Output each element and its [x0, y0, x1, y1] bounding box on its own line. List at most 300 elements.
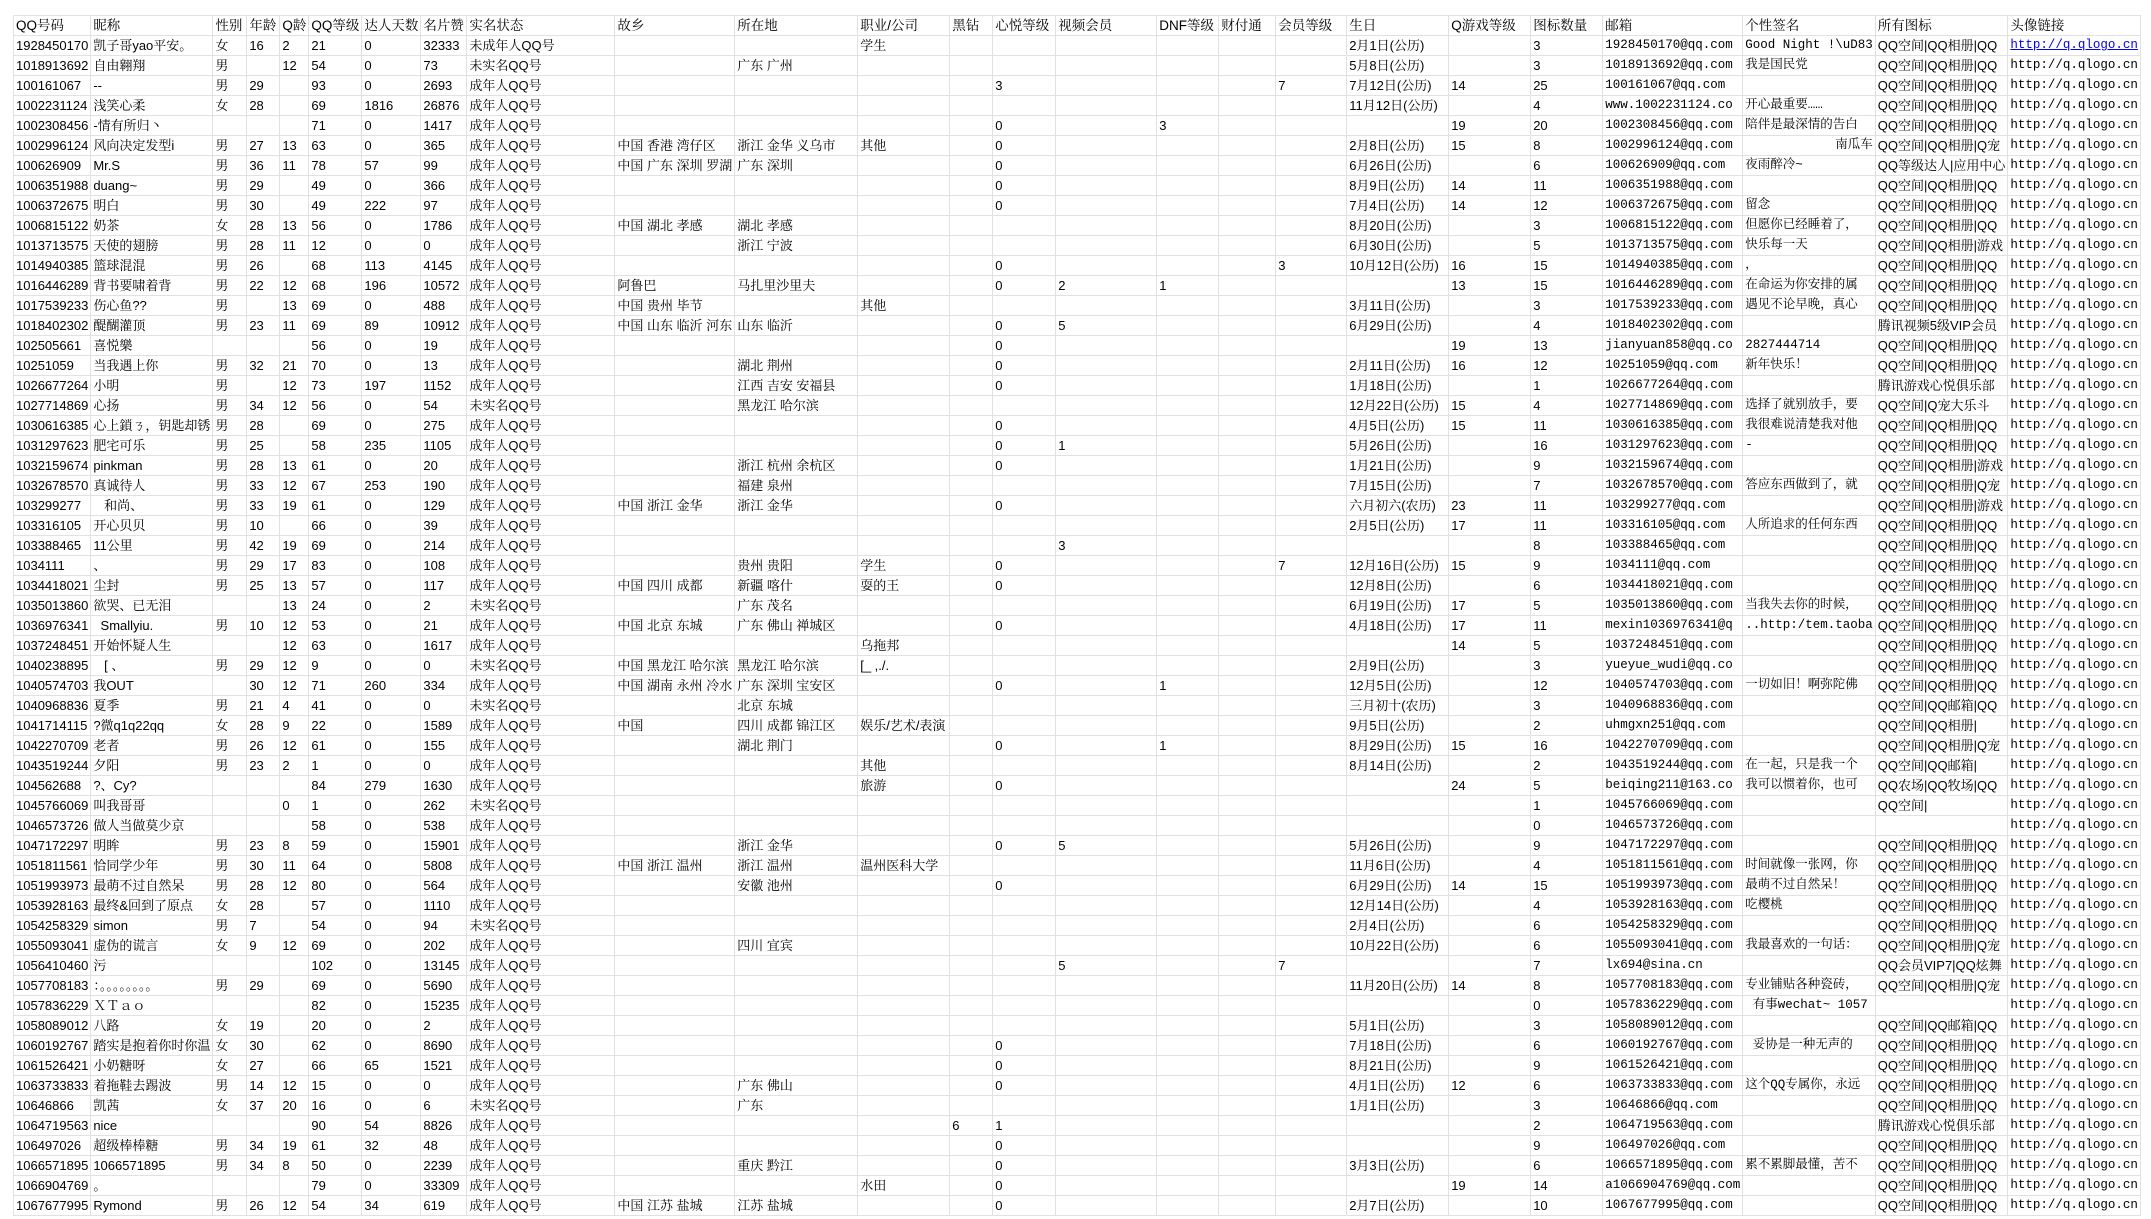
table-cell[interactable]: 3	[1157, 116, 1219, 136]
table-cell[interactable]: http://q.qlogo.cn	[2008, 136, 2141, 156]
table-cell[interactable]: 1032159674@qq.com	[1603, 456, 1743, 476]
table-cell[interactable]	[950, 316, 993, 336]
table-cell[interactable]	[1347, 776, 1449, 796]
table-cell[interactable]	[950, 416, 993, 436]
table-cell[interactable]	[993, 916, 1056, 936]
table-cell[interactable]: 中国 广东 深圳 罗湖	[615, 156, 735, 176]
table-cell[interactable]: 0	[993, 256, 1056, 276]
table-cell[interactable]	[1276, 96, 1347, 116]
column-header[interactable]: 所在地	[735, 16, 858, 36]
table-cell[interactable]: 12	[1531, 356, 1603, 376]
table-cell[interactable]: 12月16日(公历)	[1347, 556, 1449, 576]
table-cell[interactable]	[858, 396, 950, 416]
table-cell[interactable]: 12	[280, 656, 309, 676]
table-cell[interactable]	[615, 516, 735, 536]
table-cell[interactable]: 12	[280, 276, 309, 296]
table-cell[interactable]	[858, 76, 950, 96]
table-cell[interactable]	[615, 756, 735, 776]
table-cell[interactable]	[1276, 296, 1347, 316]
table-cell[interactable]: ：。。。。。。。。	[91, 976, 213, 996]
table-cell[interactable]: 1	[309, 796, 362, 816]
table-cell[interactable]	[1276, 776, 1347, 796]
table-cell[interactable]	[858, 456, 950, 476]
table-cell[interactable]	[1743, 736, 1876, 756]
table-cell[interactable]: 12	[280, 636, 309, 656]
table-cell[interactable]: 一切如旧！啊弥陀佛	[1743, 676, 1876, 696]
table-cell[interactable]	[858, 1016, 950, 1036]
table-cell[interactable]: 成年人QQ号	[467, 636, 615, 656]
column-header[interactable]: 职业/公司	[858, 16, 950, 36]
table-cell[interactable]: 19	[280, 1136, 309, 1156]
table-cell[interactable]: http://q.qlogo.cn	[2008, 836, 2141, 856]
table-cell[interactable]: http://q.qlogo.cn	[2008, 756, 2141, 776]
table-cell[interactable]	[1157, 816, 1219, 836]
table-cell[interactable]	[1219, 1156, 1276, 1176]
table-cell[interactable]	[1157, 636, 1219, 656]
table-cell[interactable]: 凯茜	[91, 1096, 213, 1116]
table-cell[interactable]: 0	[362, 796, 421, 816]
table-cell[interactable]: 12	[280, 56, 309, 76]
table-cell[interactable]: http://q.qlogo.cn	[2008, 1056, 2141, 1076]
table-cell[interactable]: 10646866	[14, 1096, 91, 1116]
table-cell[interactable]	[1276, 1096, 1347, 1116]
table-cell[interactable]	[1219, 776, 1276, 796]
table-cell[interactable]	[1157, 616, 1219, 636]
table-cell[interactable]	[1219, 156, 1276, 176]
table-cell[interactable]	[858, 416, 950, 436]
table-cell[interactable]: 1046573726@qq.com	[1603, 816, 1743, 836]
table-cell[interactable]: http://q.qlogo.cn	[2008, 616, 2141, 636]
table-cell[interactable]	[735, 916, 858, 936]
table-cell[interactable]	[1276, 596, 1347, 616]
table-cell[interactable]: 94	[421, 916, 467, 936]
table-cell[interactable]: 0	[993, 116, 1056, 136]
table-cell[interactable]: 我是国民党	[1743, 56, 1876, 76]
table-cell[interactable]: 伤心鱼??	[91, 296, 213, 316]
table-cell[interactable]: 马扎里沙里夫	[735, 276, 858, 296]
table-cell[interactable]: 1786	[421, 216, 467, 236]
table-cell[interactable]: 2239	[421, 1156, 467, 1176]
table-cell[interactable]	[858, 1056, 950, 1076]
table-cell[interactable]: 97	[421, 196, 467, 216]
column-header[interactable]: DNF等级	[1157, 16, 1219, 36]
table-cell[interactable]: 0	[362, 116, 421, 136]
table-cell[interactable]: 0	[362, 516, 421, 536]
table-cell[interactable]: 73	[421, 56, 467, 76]
table-cell[interactable]: 男	[213, 516, 247, 536]
table-cell[interactable]: 男	[213, 1136, 247, 1156]
table-cell[interactable]	[1276, 356, 1347, 376]
table-cell[interactable]: 1002996124	[14, 136, 91, 156]
table-cell[interactable]: 成年人QQ号	[467, 516, 615, 536]
table-cell[interactable]: 男	[213, 176, 247, 196]
table-cell[interactable]: http://q.qlogo.cn	[2008, 236, 2141, 256]
table-cell[interactable]: 男	[213, 156, 247, 176]
table-cell[interactable]	[1219, 636, 1276, 656]
table-cell[interactable]: http://q.qlogo.cn	[2008, 976, 2141, 996]
table-cell[interactable]	[1219, 1136, 1276, 1156]
table-cell[interactable]: 0	[993, 1056, 1056, 1076]
table-cell[interactable]: 1060192767	[14, 1036, 91, 1056]
table-cell[interactable]: Good Night !\uD83	[1743, 36, 1876, 56]
table-cell[interactable]: 当我遇上你	[91, 356, 213, 376]
table-cell[interactable]: 污	[91, 956, 213, 976]
table-cell[interactable]: QQ空间|QQ相册|QQ	[1875, 1176, 2008, 1196]
table-cell[interactable]	[858, 1076, 950, 1096]
table-cell[interactable]: -情有所归丶	[91, 116, 213, 136]
table-cell[interactable]: 6月29日(公历)	[1347, 876, 1449, 896]
table-cell[interactable]: 人所追求的任何东西	[1743, 516, 1876, 536]
table-cell[interactable]: 26	[247, 1196, 280, 1216]
table-cell[interactable]: 1	[993, 1116, 1056, 1136]
table-cell[interactable]	[1276, 216, 1347, 236]
table-cell[interactable]: 成年人QQ号	[467, 136, 615, 156]
table-cell[interactable]: http://q.qlogo.cn	[2008, 476, 2141, 496]
table-cell[interactable]: QQ空间|QQ相册|QQ	[1875, 36, 2008, 56]
table-cell[interactable]: 这个QQ专属你，永远	[1743, 1076, 1876, 1096]
table-cell[interactable]: 62	[309, 1036, 362, 1056]
table-cell[interactable]: 8	[280, 836, 309, 856]
table-cell[interactable]: 14	[1449, 76, 1531, 96]
table-cell[interactable]: QQ等级达人|应用中心	[1875, 156, 2008, 176]
table-cell[interactable]: 4	[1531, 316, 1603, 336]
table-cell[interactable]	[1276, 676, 1347, 696]
table-cell[interactable]	[1157, 696, 1219, 716]
table-cell[interactable]: 1040968836@qq.com	[1603, 696, 1743, 716]
table-cell[interactable]	[280, 436, 309, 456]
table-cell[interactable]	[1276, 1036, 1347, 1056]
table-cell[interactable]	[1449, 1196, 1531, 1216]
table-cell[interactable]	[1449, 296, 1531, 316]
table-cell[interactable]: 0	[993, 156, 1056, 176]
table-cell[interactable]	[950, 1036, 993, 1056]
table-cell[interactable]: 1	[1531, 796, 1603, 816]
table-cell[interactable]	[1219, 556, 1276, 576]
table-cell[interactable]: 235	[362, 436, 421, 456]
table-cell[interactable]	[950, 876, 993, 896]
table-cell[interactable]	[1157, 656, 1219, 676]
table-cell[interactable]	[735, 436, 858, 456]
table-cell[interactable]	[615, 896, 735, 916]
table-cell[interactable]: 留念	[1743, 196, 1876, 216]
table-cell[interactable]: 广东 茂名	[735, 596, 858, 616]
table-cell[interactable]: 0	[362, 1096, 421, 1116]
table-cell[interactable]: 10月12日(公历)	[1347, 256, 1449, 276]
table-cell[interactable]: 0	[362, 76, 421, 96]
table-cell[interactable]: 10	[247, 616, 280, 636]
table-cell[interactable]: 56	[309, 396, 362, 416]
table-cell[interactable]	[1056, 1016, 1157, 1036]
table-cell[interactable]: 1013713575@qq.com	[1603, 236, 1743, 256]
table-cell[interactable]: 9	[1531, 456, 1603, 476]
table-cell[interactable]: 1014940385	[14, 256, 91, 276]
table-cell[interactable]	[1743, 796, 1876, 816]
table-cell[interactable]: 肥宅可乐	[91, 436, 213, 456]
table-cell[interactable]	[1219, 1016, 1276, 1036]
table-cell[interactable]: 1063733833	[14, 1076, 91, 1096]
column-header[interactable]: 头像链接	[2008, 16, 2141, 36]
table-cell[interactable]: 1055093041@qq.com	[1603, 936, 1743, 956]
table-cell[interactable]	[615, 736, 735, 756]
table-cell[interactable]: 山东 临沂	[735, 316, 858, 336]
table-cell[interactable]: 11	[1531, 516, 1603, 536]
table-cell[interactable]: 未实名QQ号	[467, 696, 615, 716]
table-cell[interactable]	[1056, 336, 1157, 356]
table-cell[interactable]: 5	[1531, 236, 1603, 256]
column-header[interactable]: QQ等级	[309, 16, 362, 36]
table-cell[interactable]	[1276, 276, 1347, 296]
table-cell[interactable]: 1816	[362, 96, 421, 116]
table-cell[interactable]: QQ空间|QQ相册|QQ	[1875, 896, 2008, 916]
table-cell[interactable]	[1276, 976, 1347, 996]
table-cell[interactable]	[1157, 596, 1219, 616]
table-cell[interactable]: 0	[362, 736, 421, 756]
table-cell[interactable]	[1743, 456, 1876, 476]
table-cell[interactable]: 腾讯游戏心悦俱乐部	[1875, 1116, 2008, 1136]
table-cell[interactable]: QQ空间|QQ相册|Q宠	[1875, 936, 2008, 956]
table-cell[interactable]	[735, 336, 858, 356]
column-header[interactable]: 实名状态	[467, 16, 615, 36]
table-cell[interactable]: 1055093041	[14, 936, 91, 956]
table-cell[interactable]	[280, 956, 309, 976]
table-cell[interactable]: QQ空间|QQ邮箱|	[1875, 756, 2008, 776]
table-cell[interactable]	[247, 796, 280, 816]
table-cell[interactable]: 28	[247, 456, 280, 476]
table-cell[interactable]	[1219, 816, 1276, 836]
table-cell[interactable]	[1449, 656, 1531, 676]
table-cell[interactable]: 0	[421, 696, 467, 716]
table-cell[interactable]: 155	[421, 736, 467, 756]
table-cell[interactable]	[280, 1116, 309, 1136]
table-cell[interactable]: 69	[309, 316, 362, 336]
table-cell[interactable]: 17	[280, 556, 309, 576]
table-cell[interactable]: 老者	[91, 736, 213, 756]
table-cell[interactable]: 成年人QQ号	[467, 616, 615, 636]
table-cell[interactable]: 未成年人QQ号	[467, 36, 615, 56]
table-cell[interactable]: 102	[309, 956, 362, 976]
table-cell[interactable]	[1276, 796, 1347, 816]
table-cell[interactable]: QQ空间|QQ相册|QQ	[1875, 76, 2008, 96]
table-cell[interactable]: 3	[1531, 1016, 1603, 1036]
table-cell[interactable]	[1219, 536, 1276, 556]
table-cell[interactable]: 9月5日(公历)	[1347, 716, 1449, 736]
table-cell[interactable]: 女	[213, 716, 247, 736]
table-cell[interactable]: 开始怀疑人生	[91, 636, 213, 656]
table-cell[interactable]: 6	[1531, 936, 1603, 956]
table-cell[interactable]: 17	[1449, 596, 1531, 616]
table-cell[interactable]: 成年人QQ号	[467, 576, 615, 596]
table-cell[interactable]: http://q.qlogo.cn	[2008, 156, 2141, 176]
table-cell[interactable]: 成年人QQ号	[467, 1156, 615, 1176]
table-cell[interactable]	[1056, 1156, 1157, 1176]
table-cell[interactable]: 0	[993, 196, 1056, 216]
table-cell[interactable]: 1014940385@qq.com	[1603, 256, 1743, 276]
table-cell[interactable]: 5月1日(公历)	[1347, 1016, 1449, 1036]
table-cell[interactable]: 64	[309, 856, 362, 876]
table-cell[interactable]	[213, 676, 247, 696]
table-cell[interactable]: 心上鎖ㄋ，钥匙却锈	[91, 416, 213, 436]
table-cell[interactable]: http://q.qlogo.cn	[2008, 1076, 2141, 1096]
table-cell[interactable]: 男	[213, 356, 247, 376]
table-cell[interactable]	[247, 996, 280, 1016]
table-cell[interactable]: 1006815122@qq.com	[1603, 216, 1743, 236]
table-cell[interactable]	[1219, 376, 1276, 396]
table-cell[interactable]: 12	[280, 736, 309, 756]
table-cell[interactable]	[993, 96, 1056, 116]
table-cell[interactable]: 0	[362, 456, 421, 476]
table-cell[interactable]: 0	[993, 456, 1056, 476]
table-cell[interactable]: 男	[213, 756, 247, 776]
table-cell[interactable]: 4	[1531, 896, 1603, 916]
table-cell[interactable]	[1056, 76, 1157, 96]
table-cell[interactable]: 2月4日(公历)	[1347, 916, 1449, 936]
table-cell[interactable]	[950, 816, 993, 836]
column-header[interactable]: 视频会员	[1056, 16, 1157, 36]
table-cell[interactable]	[950, 96, 993, 116]
table-cell[interactable]	[950, 1076, 993, 1096]
avatar-link[interactable]: http://q.qlogo.cn	[2008, 36, 2141, 56]
table-cell[interactable]	[1219, 1116, 1276, 1136]
table-cell[interactable]	[1347, 1136, 1449, 1156]
table-cell[interactable]	[1449, 536, 1531, 556]
table-cell[interactable]: 3	[1056, 536, 1157, 556]
table-cell[interactable]: 262	[421, 796, 467, 816]
table-cell[interactable]: 1016446289@qq.com	[1603, 276, 1743, 296]
table-cell[interactable]	[615, 1016, 735, 1036]
table-cell[interactable]	[1219, 876, 1276, 896]
table-cell[interactable]: 1034418021@qq.com	[1603, 576, 1743, 596]
table-cell[interactable]: QQ空间|QQ相册|QQ	[1875, 1096, 2008, 1116]
table-cell[interactable]	[1157, 976, 1219, 996]
table-cell[interactable]	[1219, 956, 1276, 976]
table-cell[interactable]	[1157, 476, 1219, 496]
table-cell[interactable]	[1157, 776, 1219, 796]
table-cell[interactable]: http://q.qlogo.cn	[2008, 436, 2141, 456]
table-cell[interactable]: 214	[421, 536, 467, 556]
table-cell[interactable]: 1035013860@qq.com	[1603, 596, 1743, 616]
table-cell[interactable]: 12月8日(公历)	[1347, 576, 1449, 596]
table-cell[interactable]	[1276, 996, 1347, 1016]
table-cell[interactable]	[1056, 796, 1157, 816]
table-cell[interactable]	[247, 376, 280, 396]
table-cell[interactable]: 12	[280, 676, 309, 696]
column-header[interactable]: QQ号码	[14, 16, 91, 36]
table-cell[interactable]: 3	[993, 76, 1056, 96]
table-cell[interactable]	[1219, 1036, 1276, 1056]
table-cell[interactable]	[1449, 476, 1531, 496]
table-cell[interactable]: 篮球混混	[91, 256, 213, 276]
table-cell[interactable]	[1056, 856, 1157, 876]
table-cell[interactable]: 16	[1449, 256, 1531, 276]
table-cell[interactable]	[950, 796, 993, 816]
table-cell[interactable]: 女	[213, 1016, 247, 1036]
table-cell[interactable]	[280, 816, 309, 836]
table-cell[interactable]: 贵州 贵阳	[735, 556, 858, 576]
table-cell[interactable]	[1056, 876, 1157, 896]
table-cell[interactable]: 男	[213, 856, 247, 876]
table-cell[interactable]: 成年人QQ号	[467, 376, 615, 396]
table-cell[interactable]: 成年人QQ号	[467, 356, 615, 376]
table-cell[interactable]	[213, 596, 247, 616]
table-cell[interactable]	[1157, 1116, 1219, 1136]
table-cell[interactable]: 103316105	[14, 516, 91, 536]
table-cell[interactable]: 男	[213, 536, 247, 556]
table-cell[interactable]	[1056, 256, 1157, 276]
table-cell[interactable]: 1027714869@qq.com	[1603, 396, 1743, 416]
table-cell[interactable]	[1219, 436, 1276, 456]
column-header[interactable]: 个性签名	[1743, 16, 1876, 36]
table-cell[interactable]: 0	[993, 1156, 1056, 1176]
table-cell[interactable]: 0	[362, 56, 421, 76]
table-cell[interactable]: 2	[280, 36, 309, 56]
table-cell[interactable]: 中国 浙江 金华	[615, 496, 735, 516]
table-cell[interactable]	[858, 676, 950, 696]
table-cell[interactable]: 0	[362, 856, 421, 876]
table-cell[interactable]	[950, 556, 993, 576]
table-cell[interactable]	[735, 516, 858, 536]
table-cell[interactable]	[1056, 236, 1157, 256]
table-cell[interactable]	[615, 1036, 735, 1056]
table-cell[interactable]: http://q.qlogo.cn	[2008, 456, 2141, 476]
table-cell[interactable]	[1056, 556, 1157, 576]
table-cell[interactable]	[1276, 416, 1347, 436]
table-cell[interactable]	[993, 956, 1056, 976]
table-cell[interactable]: 浙江 金华	[735, 836, 858, 856]
column-header[interactable]: 财付通	[1219, 16, 1276, 36]
table-cell[interactable]: 1037248451	[14, 636, 91, 656]
table-cell[interactable]: 13	[280, 296, 309, 316]
table-cell[interactable]: http://q.qlogo.cn	[2008, 376, 2141, 396]
table-cell[interactable]	[615, 776, 735, 796]
table-cell[interactable]: 1018913692@qq.com	[1603, 56, 1743, 76]
table-cell[interactable]: 女	[213, 936, 247, 956]
table-cell[interactable]	[615, 1056, 735, 1076]
table-cell[interactable]: 男	[213, 696, 247, 716]
table-cell[interactable]: 成年人QQ号	[467, 556, 615, 576]
table-cell[interactable]: 1034111@qq.com	[1603, 556, 1743, 576]
table-cell[interactable]	[1449, 796, 1531, 816]
table-cell[interactable]: QQ空间|QQ相册|QQ	[1875, 256, 2008, 276]
table-cell[interactable]	[1276, 1176, 1347, 1196]
table-cell[interactable]: 1030616385@qq.com	[1603, 416, 1743, 436]
table-cell[interactable]	[280, 1176, 309, 1196]
table-cell[interactable]: 成年人QQ号	[467, 1056, 615, 1076]
table-cell[interactable]: 8月14日(公历)	[1347, 756, 1449, 776]
table-cell[interactable]: 中国 北京 东城	[615, 616, 735, 636]
table-cell[interactable]: 17	[1449, 516, 1531, 536]
table-cell[interactable]	[858, 276, 950, 296]
table-cell[interactable]	[735, 1116, 858, 1136]
table-cell[interactable]: 2月1日(公历)	[1347, 36, 1449, 56]
table-cell[interactable]: 旅游	[858, 776, 950, 796]
table-cell[interactable]	[615, 1176, 735, 1196]
table-cell[interactable]: 69	[309, 936, 362, 956]
table-cell[interactable]	[1157, 1156, 1219, 1176]
table-cell[interactable]: 12	[280, 876, 309, 896]
table-cell[interactable]: 3	[1531, 1096, 1603, 1116]
table-cell[interactable]: 1043519244	[14, 756, 91, 776]
table-cell[interactable]: 中国 山东 临沂 河东	[615, 316, 735, 336]
table-cell[interactable]: 0	[362, 1156, 421, 1176]
table-cell[interactable]	[615, 396, 735, 416]
table-cell[interactable]: 陪伴是最深情的告白	[1743, 116, 1876, 136]
table-cell[interactable]	[1157, 336, 1219, 356]
table-cell[interactable]	[615, 836, 735, 856]
table-cell[interactable]: 13	[280, 576, 309, 596]
table-cell[interactable]	[1157, 936, 1219, 956]
table-cell[interactable]: 成年人QQ号	[467, 456, 615, 476]
table-cell[interactable]: 69	[309, 296, 362, 316]
